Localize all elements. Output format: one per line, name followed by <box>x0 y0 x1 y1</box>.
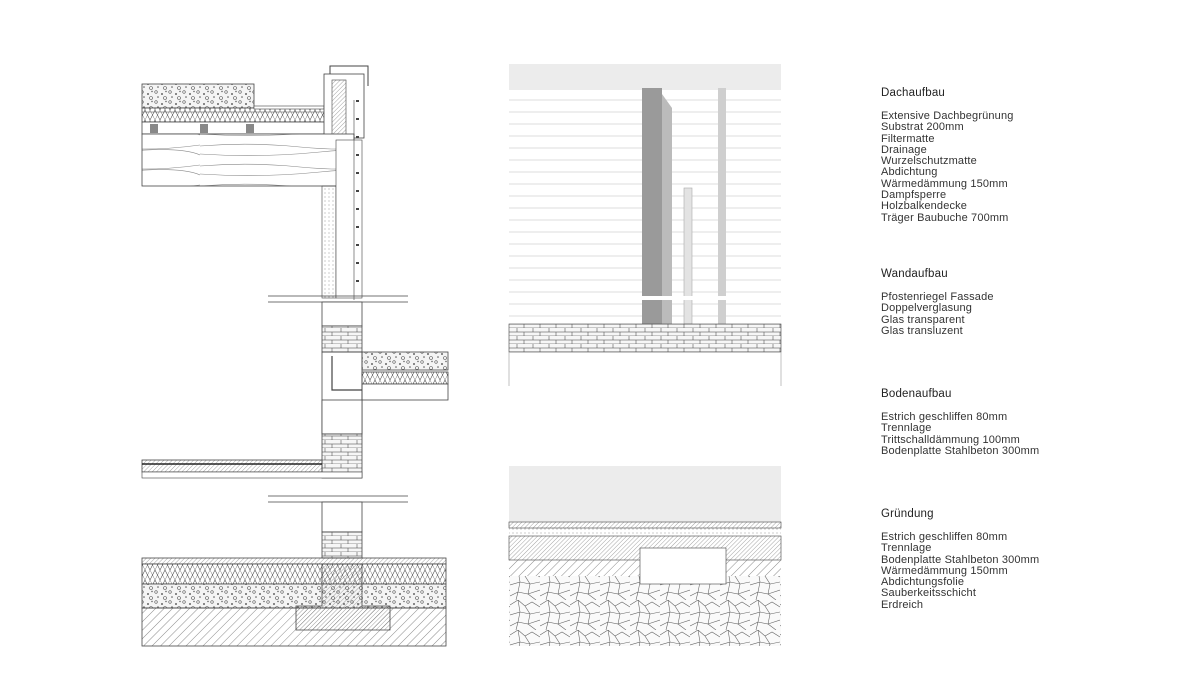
roof-insulation <box>142 108 332 122</box>
soil-stones <box>509 576 781 646</box>
foundation-screed <box>142 558 446 564</box>
legend-item: Sauberkeitsschicht <box>881 587 977 600</box>
foundation-soil <box>142 608 446 646</box>
legend-item: Wärmedämmung 150mm <box>881 564 1008 577</box>
glass-panel-light <box>718 88 726 324</box>
foundation-elevation <box>509 466 781 646</box>
legend-item: Substrat 200mm <box>881 121 964 134</box>
legend-item: Erdreich <box>881 598 924 611</box>
legend-item: Bodenplatte Stahlbeton 300mm <box>881 444 1040 457</box>
interior-floor <box>142 460 322 472</box>
roof-substrate <box>142 84 254 108</box>
legend-item: Wärmedämmung 150mm <box>881 177 1008 190</box>
foundation-gravel <box>142 584 446 608</box>
timber-beam <box>142 134 354 186</box>
legend-item: Wurzelschutzmatte <box>881 155 977 168</box>
legend-item: Holzbalkendecke <box>881 200 968 213</box>
legend-wandaufbau <box>881 268 1181 337</box>
elevation-stone-base <box>509 324 781 352</box>
legend-gruendung <box>881 508 1181 611</box>
legend-item: Doppelverglasung <box>881 302 973 315</box>
glass-panel-dark <box>642 88 662 324</box>
legend-item: Trennlage <box>881 542 932 555</box>
section-detail <box>142 66 448 646</box>
legend-item: Glas transluzent <box>881 324 963 337</box>
legend-item: Abdichtungsfolie <box>881 576 965 589</box>
floor-slab <box>362 384 448 400</box>
legend-title: Gründung <box>881 508 934 520</box>
legend-item: Extensive Dachbegrünung <box>881 110 1014 122</box>
legend-item: Glas transparent <box>881 313 965 326</box>
mid-brick <box>322 326 362 352</box>
legend-title: Wandaufbau <box>881 268 948 280</box>
legend-item: Pfostenriegel Fassade <box>881 291 994 303</box>
legend-title: Dachaufbau <box>881 87 946 99</box>
facade-column <box>322 186 336 298</box>
legend-item: Bodenplatte Stahlbeton 300mm <box>881 553 1040 566</box>
legend-dachaufbau <box>881 87 1181 224</box>
legend-item: Dampfsperre <box>881 189 947 202</box>
legend-item: Drainage <box>881 143 927 156</box>
legend-item: Trennlage <box>881 422 932 435</box>
legend-title: Bodenaufbau <box>881 388 952 400</box>
legend-bodenaufbau <box>881 388 1181 457</box>
elevation-top <box>509 64 781 386</box>
legend-item: Abdichtung <box>881 166 938 179</box>
legend-item: Träger Baubuche 700mm <box>881 211 1009 224</box>
legend-item: Estrich geschliffen 80mm <box>881 531 1008 543</box>
legend-item: Filtermatte <box>881 132 935 145</box>
legend-item: Estrich geschliffen 80mm <box>881 411 1008 423</box>
legend-item: Trittschalldämmung 100mm <box>881 433 1020 446</box>
